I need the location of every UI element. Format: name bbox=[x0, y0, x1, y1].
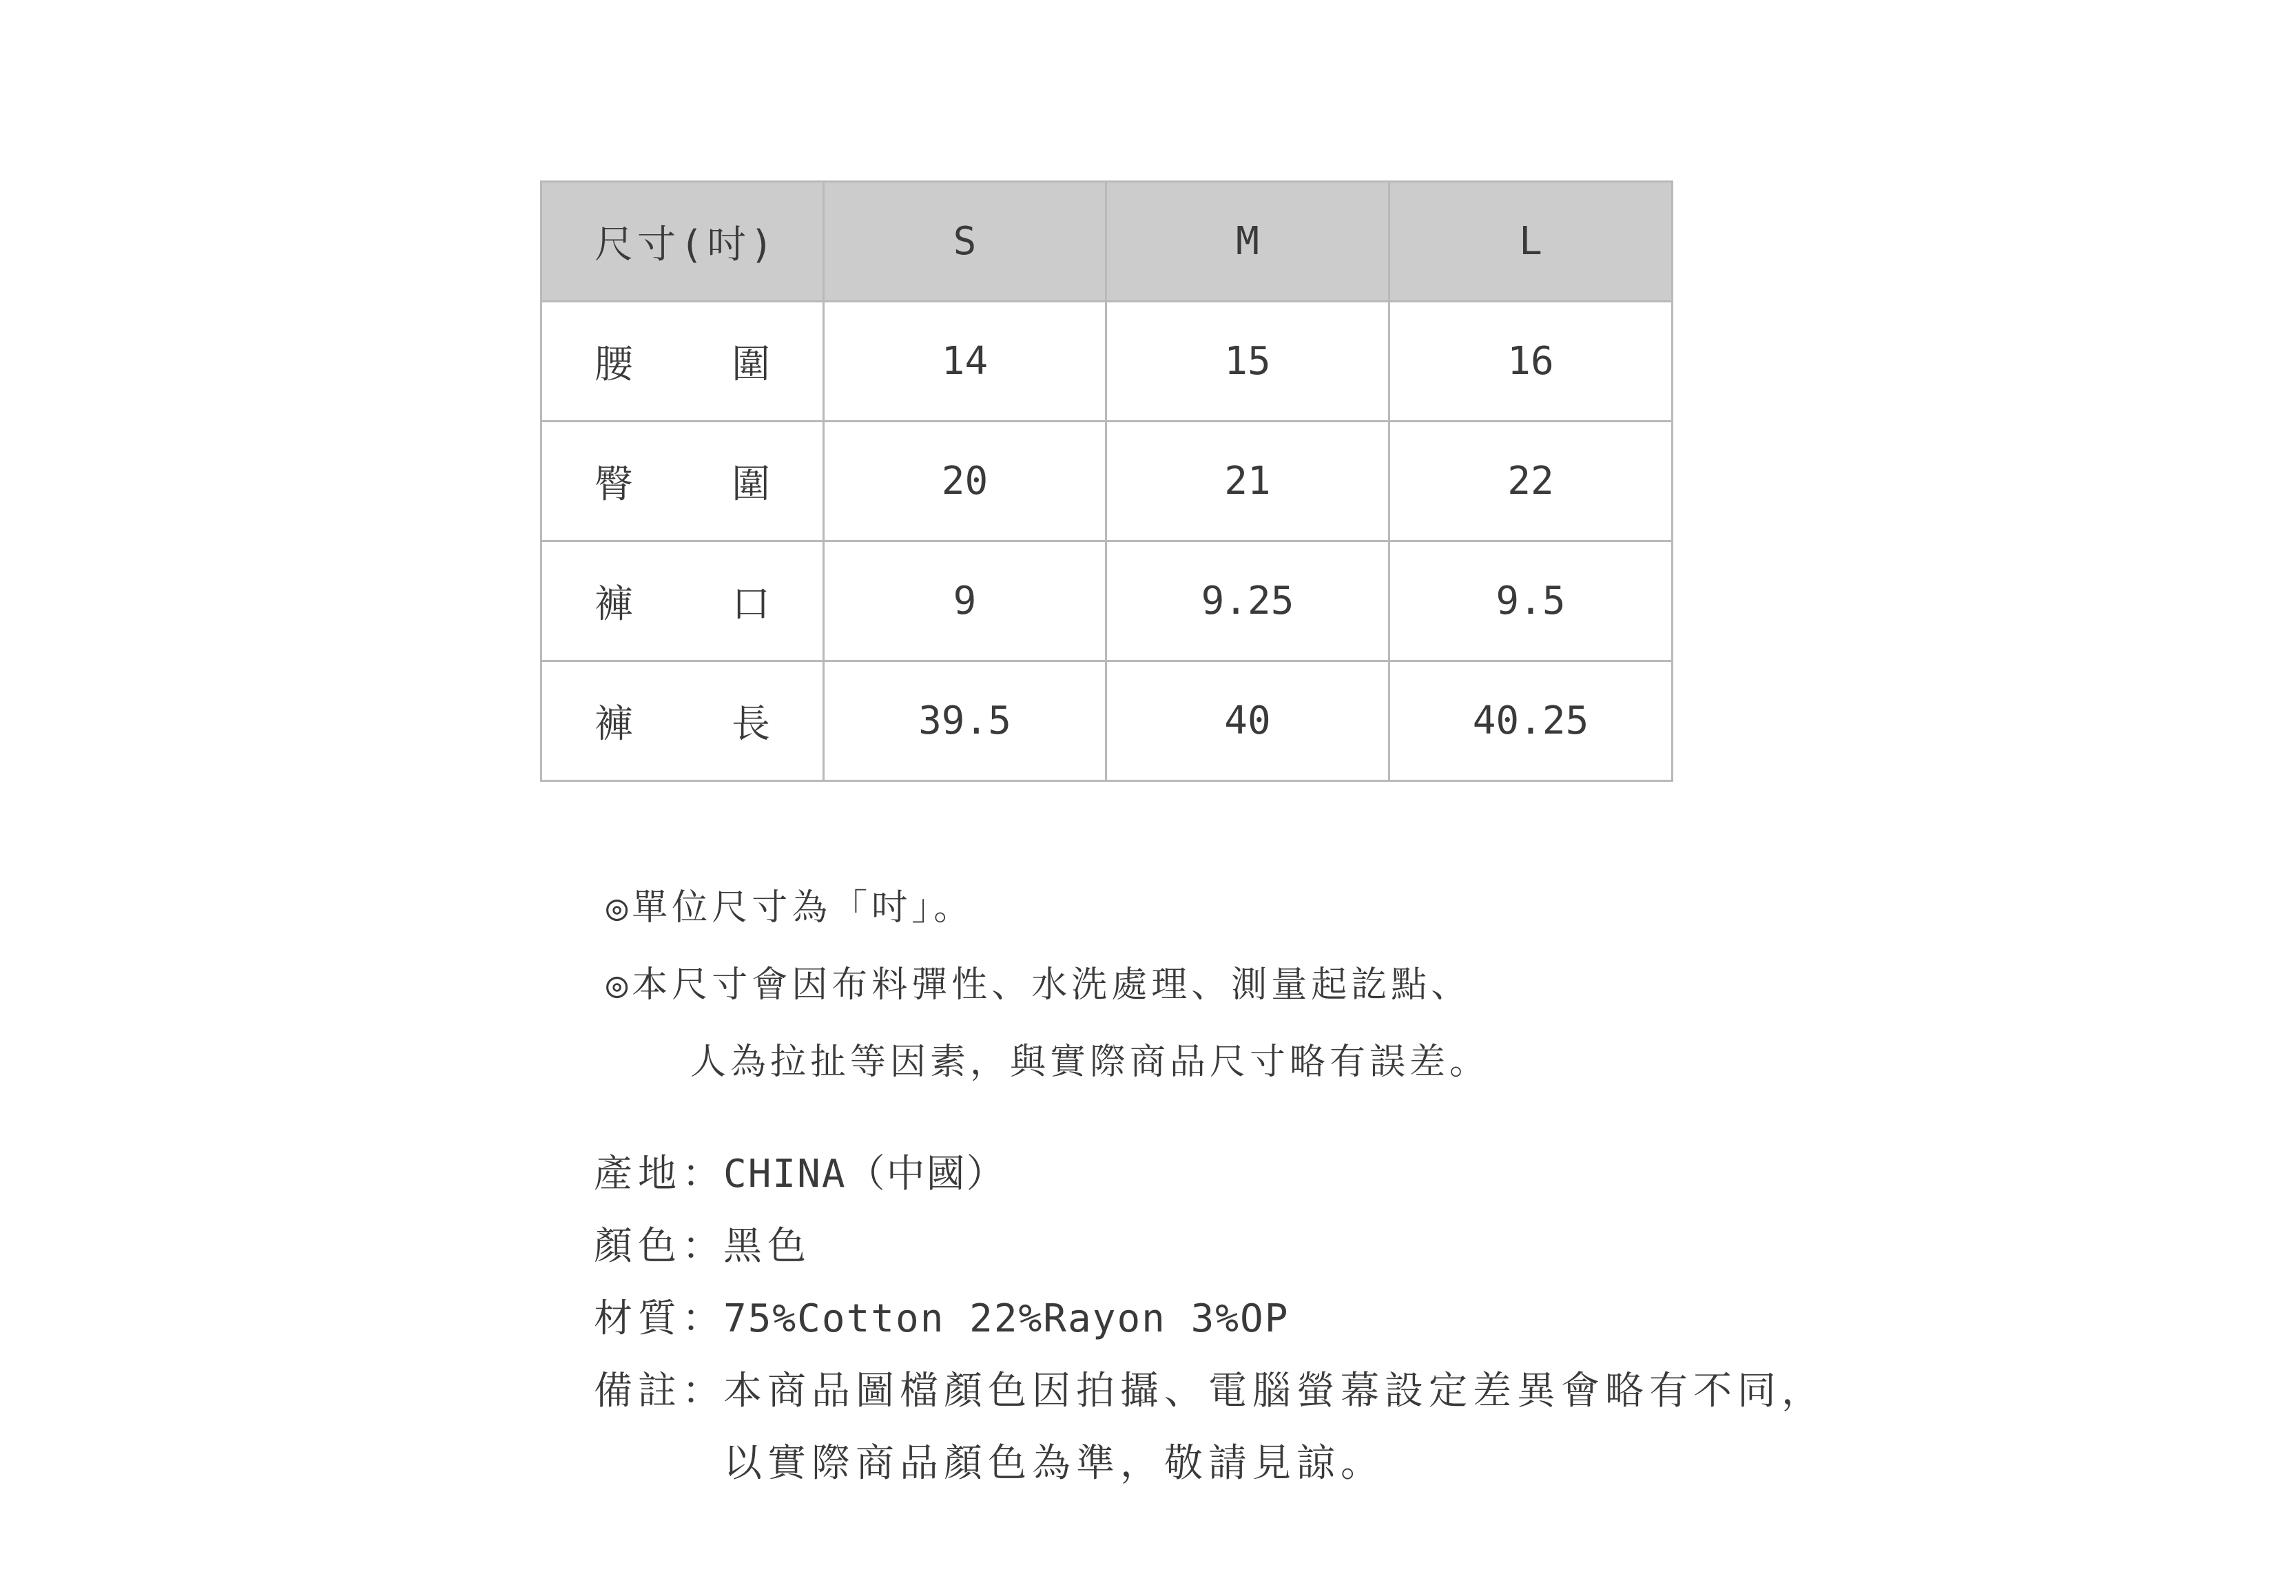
info-remark-value: 本商品圖檔顏色因拍攝、電腦螢幕設定差異會略有不同， bbox=[723, 1369, 1826, 1413]
row-label-hip bbox=[541, 422, 824, 541]
table-cell: 40.25 bbox=[1389, 661, 1673, 781]
size-header-s: S bbox=[824, 182, 1106, 302]
table-row-hip bbox=[541, 422, 1673, 541]
row-label-length bbox=[541, 661, 824, 781]
table-cell: 20 bbox=[824, 422, 1106, 541]
note-tolerance: ◎本尺寸會因布料彈性、水洗處理、測量起訖點、 bbox=[606, 964, 1471, 1006]
size-header-l: L bbox=[1389, 182, 1673, 302]
size-table bbox=[540, 180, 1673, 782]
product-info bbox=[594, 1138, 1826, 1500]
info-material-value: 75%Cotton 22%Rayon 3%OP bbox=[723, 1296, 1290, 1341]
info-material bbox=[594, 1283, 1826, 1355]
row-label-leg-opening bbox=[541, 541, 824, 661]
size-header-unit: 尺寸(吋) bbox=[541, 182, 824, 302]
info-material-label: 材質： bbox=[594, 1296, 726, 1341]
info-color-label: 顏色： bbox=[594, 1224, 726, 1269]
row-label-char: 臀 bbox=[594, 462, 633, 507]
row-label-char: 口 bbox=[732, 581, 770, 627]
table-row-waist bbox=[541, 302, 1673, 422]
info-origin-label: 產地： bbox=[594, 1152, 726, 1196]
info-color-value: 黑色 bbox=[723, 1224, 811, 1269]
info-origin-value: CHINA（中國） bbox=[723, 1152, 1006, 1196]
table-cell: 15 bbox=[1106, 302, 1389, 422]
table-cell: 39.5 bbox=[824, 661, 1106, 781]
row-label-char: 圍 bbox=[732, 342, 770, 387]
row-label-char: 圍 bbox=[732, 462, 770, 507]
table-cell: 14 bbox=[824, 302, 1106, 422]
table-cell: 9.5 bbox=[1389, 541, 1673, 661]
size-notes bbox=[606, 869, 1489, 1101]
table-cell: 9.25 bbox=[1106, 541, 1389, 661]
info-remark bbox=[594, 1355, 1826, 1427]
row-label-char: 褲 bbox=[594, 701, 633, 747]
row-label-char: 褲 bbox=[594, 581, 633, 627]
note-tolerance-cont: 人為拉扯等因素，與實際商品尺寸略有誤差。 bbox=[690, 1041, 1490, 1083]
size-header-m: M bbox=[1106, 182, 1389, 302]
info-remark-cont bbox=[594, 1427, 1826, 1500]
table-cell: 21 bbox=[1106, 422, 1389, 541]
table-row-leg-opening bbox=[541, 541, 1673, 661]
row-label-char: 腰 bbox=[594, 342, 633, 387]
info-remark-value-cont: 以實際商品顏色為準，敬請見諒。 bbox=[723, 1441, 1385, 1486]
info-color bbox=[594, 1210, 1826, 1283]
table-cell: 22 bbox=[1389, 422, 1673, 541]
table-cell: 16 bbox=[1389, 302, 1673, 422]
size-table-header-row bbox=[541, 182, 1673, 302]
table-row-length bbox=[541, 661, 1673, 781]
info-origin bbox=[594, 1138, 1826, 1210]
row-label-char: 長 bbox=[732, 701, 770, 747]
table-cell: 40 bbox=[1106, 661, 1389, 781]
table-cell: 9 bbox=[824, 541, 1106, 661]
note-unit: ◎單位尺寸為「吋」。 bbox=[606, 887, 974, 929]
row-label-waist bbox=[541, 302, 824, 422]
info-remark-label: 備註： bbox=[594, 1369, 726, 1413]
